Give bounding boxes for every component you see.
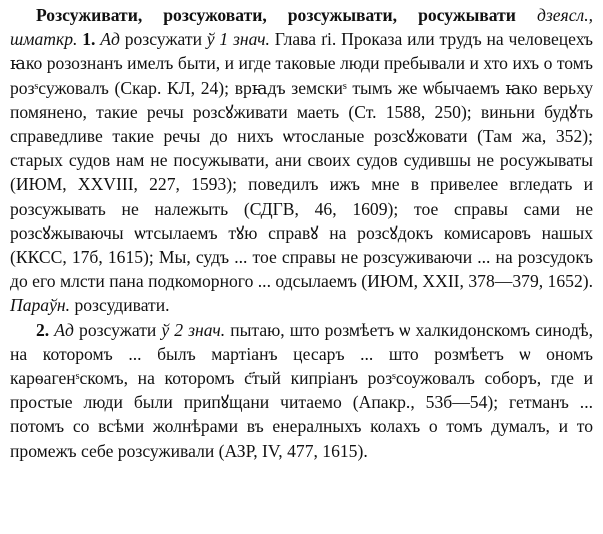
grammar-label: дзеясл., шматкр. xyxy=(10,5,593,50)
sense-ref-1: розсужати xyxy=(124,29,202,50)
entry-sense-1 xyxy=(10,3,593,318)
compare-label: Параўн. xyxy=(10,295,71,316)
sense-ref-meaning-1: ў 1 знач. xyxy=(206,29,270,50)
sense-text-1: Глава ґі. Проказа или трудъ на человецехъ ꙗко розознанъ имелъ быти, и игде таковые люди пребывали и хто ихъ о томъ розˢсужовалъ (Скар. КЛ, 24); врꙗдъ земскиˢ тымъ же ѡбычаемъ ꙗко верьху помянено, такие речы розсꙋживати маеть (Ст. 1588, 250); виньни будꙋть справедливе такие речы до нихъ ѡтосланые розсꙋжовати (Там жа, 352); старых судов нам не посужывати, ани своих судов судившы не росужываты (ИЮМ, XXVIII, 227, 1593); поведилъ ижъ мне в привелее вгледать и розсужывать не належыть (СДГВ, 46, 1609); тое справы сами не розсꙋжываючы ѡтсылаемъ тꙋю справꙋ на розсꙋдокъ комисаровъ нашых (ККСС, 17б, 1615); Мы, судъ ... тое справы не розсуживаючи ... на розсудокъ до его млсти пана подкоморного ... одсылаемъ (ИЮМ, XXII, 378—379, 1652). xyxy=(10,29,593,292)
sense-marker-1: Ад xyxy=(100,29,120,50)
headword: Розсуживати, розсужовати, розсужывати, росужывати xyxy=(36,5,516,25)
sense-ref-2: розсужати xyxy=(79,319,157,340)
sense-marker-2: Ад xyxy=(54,319,74,340)
compare-ref: розсудивати. xyxy=(74,295,170,316)
sense-text-2: пытаю, што розмѣетъ ѡ халкидонскомъ синодѣ, на которомъ ... былъ мартіанъ цесаръ ... што розмѣетъ ѡ ономъ карѳагенˢскомъ, на которомъ с҃тый кипріанъ розˢсоужовалъ соборъ, где и простые люди были припꙋщани читаемо (Апакр., 53б—54); гетманъ ... потомъ со всѣми жолнѣрами въ енералныхъ колахъ о томъ думалъ, и то промежъ себе розсуживали (АЗР, IV, 477, 1615). xyxy=(10,319,593,461)
sense-number-2: 2. xyxy=(36,319,50,340)
sense-ref-meaning-2: ў 2 знач. xyxy=(161,319,226,340)
sense-number-1: 1. xyxy=(82,29,96,50)
entry-sense-2 xyxy=(10,318,593,463)
